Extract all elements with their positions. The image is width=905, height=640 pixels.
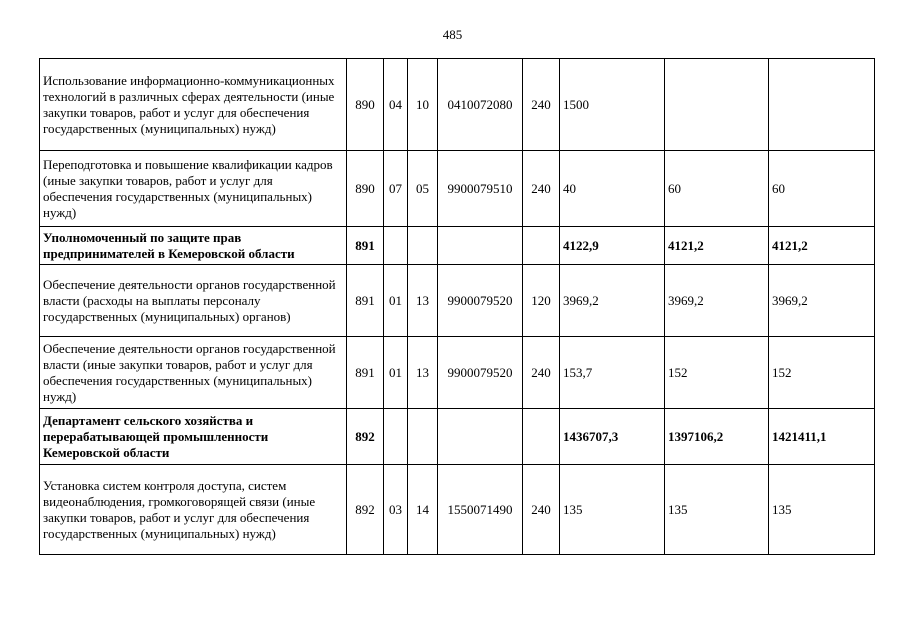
- expense-type-code: 120: [523, 265, 560, 337]
- amount-year-3: 1421411,1: [769, 409, 875, 465]
- expense-type-code: [523, 227, 560, 265]
- amount-year-1: 153,7: [560, 337, 665, 409]
- expense-type-code: 240: [523, 59, 560, 151]
- expense-type-code: 240: [523, 465, 560, 555]
- amount-year-3: 4121,2: [769, 227, 875, 265]
- ministry-code: 890: [347, 151, 384, 227]
- row-name: Департамент сельского хозяйства и перерабатывающей промышленности Кемеровской области: [40, 409, 347, 465]
- ministry-code: 891: [347, 265, 384, 337]
- amount-year-2: 60: [665, 151, 769, 227]
- row-name: Уполномоченный по защите прав предпринимателей в Кемеровской области: [40, 227, 347, 265]
- amount-year-2: 3969,2: [665, 265, 769, 337]
- section-code: [384, 409, 408, 465]
- amount-year-1: 135: [560, 465, 665, 555]
- section-code: 04: [384, 59, 408, 151]
- row-name: Установка систем контроля доступа, систем видеонаблюдения, громкоговорящей связи (иные закупки товаров, работ и услуг для обеспечения государственных (муниципальных) нужд): [40, 465, 347, 555]
- section-code: 03: [384, 465, 408, 555]
- table-row: [40, 227, 875, 265]
- ministry-code: 892: [347, 465, 384, 555]
- subsection-code: 10: [408, 59, 438, 151]
- row-name: Переподготовка и повышение квалификации кадров (иные закупки товаров, работ и услуг для обеспечения государственных (муниципальных) нужд): [40, 151, 347, 227]
- amount-year-2: 135: [665, 465, 769, 555]
- section-code: [384, 227, 408, 265]
- amount-year-2: [665, 59, 769, 151]
- table-row: [40, 409, 875, 465]
- amount-year-2: 1397106,2: [665, 409, 769, 465]
- amount-year-1: 1436707,3: [560, 409, 665, 465]
- target-code: 9900079510: [438, 151, 523, 227]
- table-row: [40, 265, 875, 337]
- table-row: [40, 151, 875, 227]
- amount-year-3: 152: [769, 337, 875, 409]
- expense-type-code: 240: [523, 337, 560, 409]
- target-code: 9900079520: [438, 337, 523, 409]
- amount-year-1: 1500: [560, 59, 665, 151]
- ministry-code: 892: [347, 409, 384, 465]
- table-row: [40, 465, 875, 555]
- subsection-code: 13: [408, 337, 438, 409]
- amount-year-1: 3969,2: [560, 265, 665, 337]
- section-code: 01: [384, 265, 408, 337]
- subsection-code: 14: [408, 465, 438, 555]
- ministry-code: 891: [347, 337, 384, 409]
- subsection-code: [408, 227, 438, 265]
- amount-year-3: 60: [769, 151, 875, 227]
- section-code: 01: [384, 337, 408, 409]
- ministry-code: 890: [347, 59, 384, 151]
- subsection-code: [408, 409, 438, 465]
- target-code: 9900079520: [438, 265, 523, 337]
- table-row: [40, 59, 875, 151]
- amount-year-2: 4121,2: [665, 227, 769, 265]
- target-code: 1550071490: [438, 465, 523, 555]
- expense-type-code: [523, 409, 560, 465]
- subsection-code: 05: [408, 151, 438, 227]
- amount-year-3: [769, 59, 875, 151]
- subsection-code: 13: [408, 265, 438, 337]
- row-name: Обеспечение деятельности органов государственной власти (иные закупки товаров, работ и услуг для обеспечения государственных (муниципальных) нужд): [40, 337, 347, 409]
- ministry-code: 891: [347, 227, 384, 265]
- row-name: Обеспечение деятельности органов государственной власти (расходы на выплаты персоналу государственных (муниципальных) органов): [40, 265, 347, 337]
- table-row: [40, 337, 875, 409]
- target-code: [438, 227, 523, 265]
- amount-year-3: 3969,2: [769, 265, 875, 337]
- amount-year-2: 152: [665, 337, 769, 409]
- page-number: 485: [442, 27, 463, 42]
- target-code: 0410072080: [438, 59, 523, 151]
- amount-year-1: 4122,9: [560, 227, 665, 265]
- amount-year-3: 135: [769, 465, 875, 555]
- section-code: 07: [384, 151, 408, 227]
- amount-year-1: 40: [560, 151, 665, 227]
- budget-table: [39, 58, 875, 555]
- target-code: [438, 409, 523, 465]
- expense-type-code: 240: [523, 151, 560, 227]
- row-name: Использование информационно-коммуникационных технологий в различных сферах деятельности (иные закупки товаров, работ и услуг для обеспечения государственных (муниципальных) нужд): [40, 59, 347, 151]
